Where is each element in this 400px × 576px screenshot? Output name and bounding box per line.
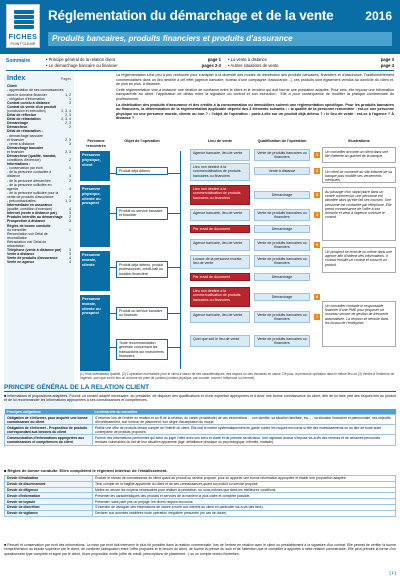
qualification-matrix	[80, 139, 396, 371]
index-pages: 1	[69, 227, 71, 232]
intro-paragraph: La distribution des produits d'assurance et des crédits à la consommation ou immobiliers suivent une réglementation spécifique. Pour les produits bancaires ou financiers, la détermination de la réglementation applicable dépend des 3 éléments suivants : • la qualité de la personne rencontrée : est-ce une personne physique ou une personne morale, cliente ou non ? • l'objet de l'opération : porte-t-elle sur un produit déjà détenu ? • le lieu de vente : est-ce à l'agence ? À distance ?	[116, 102, 394, 121]
index-term: Vente de produits d'assurance	[7, 256, 58, 261]
connector	[168, 313, 180, 314]
index-pages: 2, 3, 4	[61, 108, 71, 113]
index-term: Démarcheur (qualité, mandat,	[7, 153, 57, 158]
object-box: Toute recommandation générale concernant les transactions sur instruments financiers	[116, 339, 168, 360]
matrix-footnote: (1) Hors investisseur qualifié. (2) L'opération est réalisée pour le client à raison de ses caractéristiques, des risques ou des montants en cause. De plus, la personne opération dans le même lieu ou (3) Ventes à l'extérieur de l'agence, quel que soit le lieu où la forme de prise de contact (contact physique, par courrier, courriel, téléphone ou Internet).	[80, 372, 395, 380]
index-term: Produits interdits au démarchage	[7, 215, 63, 220]
connector	[110, 313, 116, 314]
step-number: 3	[315, 193, 319, 197]
fiches-logo	[6, 4, 40, 48]
index-term: et financier	[7, 149, 25, 154]
place-box: Par envoi de document	[190, 273, 250, 281]
table-row	[5, 510, 396, 516]
illustration-note: Un client se connecte au site internet de sa banque puis modifie ses versements mensuels.	[322, 167, 396, 183]
index-term: - appréciation de ses connaissances	[7, 88, 64, 93]
illustration-note: Au passage d'un stand placé dans un centre commercial, une personne est abordée alors qu'elle fait ses courses. Une personne est contactée par téléphone. Elle prend connaissance de l'offre à son domicile et vient à l'agence conclure le contrat.	[322, 187, 396, 241]
toc-page: pages 2-3	[201, 63, 221, 68]
index-pages: 2, 3, 4	[61, 117, 71, 122]
index-pages: 3	[69, 248, 71, 253]
index-pages: 1, 2	[65, 92, 71, 97]
row-text: S'informer lors de l'entrée en relation et au fil de la relation, du cahier (exactitude) de ces informations : - son identité, sa situation familiale, etc. ; - sa situation financière et patrimoniale, ses objectifs d'investissement, son horizon de placement, son degré d'acceptation du risque.	[93, 415, 396, 425]
object-box: Produit déjà détenu	[116, 167, 168, 175]
table-row	[5, 435, 396, 445]
row-label: Devoir d'évaluation	[5, 476, 93, 482]
index-pages: 2	[69, 178, 71, 183]
row-text: Fournir des informations pertinentes qui aient du juger l'offre avec son sens et clarté et de prendre sa décision. Une vigilance accrue s'impose vis-à-vis des mineurs et de certaines personnes rendues vulnérables du fait de leur situation apparente (âge, défaillance physique ou psychologique, infirmité, maladie).	[93, 435, 396, 445]
index-term: et financier	[7, 137, 25, 142]
row-label: Devoir de discernement	[5, 481, 93, 487]
row-text: Tenir compte de la fragilité apparente du client et de ses connaissances quant au produit ou service proposé.	[93, 481, 396, 487]
row-label: Devoir d'information	[5, 493, 93, 499]
index-pages: 2, 3	[65, 137, 71, 142]
place-box: Locaux de la personne morale, lieu de vente	[190, 255, 250, 269]
index-term: distance	[7, 174, 21, 179]
row-text: S'interdire de divulguer des informations de nature à nuire aux intérêts du client en particulier vis-à-vis des tiers).	[93, 504, 396, 510]
index-term: Démarchage bancaire	[7, 145, 44, 150]
person-box: Personne physique, cliente ou prospect	[80, 185, 110, 247]
person-box: Personne morale, cliente ou prospect	[80, 295, 110, 371]
year-label: 2016	[365, 9, 392, 23]
index-term: vente de produits d'assurance	[7, 194, 54, 199]
place-box: Agence bancaire, lieu de vente	[190, 209, 250, 221]
index-pages: 3	[69, 252, 71, 257]
table-row	[5, 415, 396, 425]
row-text: Évaluer le niveau de connaissance du client quant au produit ou service proposé, pour lui apporter une bonne information appropriée et établir une proposition adaptée.	[93, 476, 396, 482]
connector	[168, 213, 180, 214]
index-pages-label: Pages	[60, 77, 71, 81]
index-pages: 4	[69, 207, 71, 212]
toc-left	[46, 57, 221, 69]
index-term: Informations :	[7, 162, 31, 167]
index-pages: 1	[69, 166, 71, 171]
qualification-box: Vente à distance	[254, 167, 310, 175]
connector	[110, 267, 116, 268]
index-term: - de la personne contactée à	[7, 170, 52, 175]
row-text: Présenter, sans parti pris ou préjugé, les divers risques encourus.	[93, 499, 396, 505]
rules-table	[4, 475, 396, 517]
qualification-box: Démarchage	[254, 225, 310, 233]
table-header: Principes obligations	[5, 409, 93, 415]
qualification-box: Vente de produits bancaires ou financiers	[254, 149, 310, 161]
sommaire-heading: Sommaire	[6, 58, 31, 64]
index-pages: 2	[69, 125, 71, 130]
connector	[110, 213, 116, 214]
place-box: Lieu non destiné à la commercialisation de produits bancaires ou financiers	[190, 185, 250, 205]
object-box: Produit ou service bancaire ou financier	[116, 307, 168, 320]
recueil-text: ■ Recueil et conservation par écrit des informations. La mise par écrit doit intervenir le plus tôt possible dans la relation commerciale, lors de l'entrée en relation avec le client ou préalablement à la signature d'un contrat. Elle permet de vérifier la bonne compréhension du besoin supérieur par le client, de conforter l'adéquation entre l'offre proposée et le besoin du client, de fournir la preuve du soin et de l'attention que le conseiller a apportés à cette relation commerciale. Elle peut prendre la forme d'un questionnaire type complété et signé par le client, d'une proposition écrite (offre de crédit, prescriptions de placement...) ou un compte-rendu d'entretien.	[4, 543, 396, 556]
object-box: Produit déjà détenu, produit professionnel, crédit-bail ou location financière	[116, 261, 168, 278]
rules-heading: ■ Règles de bonne conduite. Elles complètent le régiment intérieur de l'établissement.	[4, 468, 168, 473]
section-intro: ■ Informations et propositions adaptées. Fournir un conseil adapté nécessaire, au préalable, de disposer des qualifications et d'une expertise appropriées et d'avoir une bonne connaissance du client, afin de lui faire part des risques liés au produit et de lui recommander les informations appropriées à ses connaissances et compétences.	[4, 394, 396, 403]
index-pages: 3	[69, 141, 71, 146]
illustration-note: Un prospect se rend de lui-même dans une agence afin d'obtenir des informations. Il conclut ensuite un contrat et souscrit un produit.	[322, 247, 396, 273]
row-label: Obligation de s'informer - Proposition de produits correspondant aux besoins du client	[5, 425, 93, 435]
place-box: Quel que soit le lieu de vente	[190, 335, 250, 347]
illustration-note: Un conseiller accorde un client dans une file d'attente au guichet de la banque.	[322, 147, 396, 163]
toc-label: • Principe général de la relation client	[46, 57, 115, 62]
index-term: Internet (vente à distance par)	[7, 211, 57, 216]
connector	[168, 267, 180, 268]
toc-page: page 4	[380, 63, 394, 68]
index-pages: 3	[69, 100, 71, 105]
index-term: Délai de rétractation :	[7, 129, 43, 134]
toc-label: • La vente à distance	[228, 57, 267, 62]
step-number: 6	[315, 295, 319, 299]
index-term: - de la personne sollicitée en	[7, 182, 52, 187]
person-box: Personne physique, client	[80, 151, 110, 181]
index-term: dans le domaine financier	[7, 92, 47, 97]
row-label: Devoir de discrétion	[5, 504, 93, 510]
index-term: - vente à distance	[7, 141, 35, 146]
index-pages: 4	[69, 256, 71, 261]
qualification-box: Vente de produits bancaires ou financiers	[254, 311, 310, 323]
index-term: - conservation par écrit	[7, 166, 43, 171]
row-label: Devoir de vigilance	[5, 510, 93, 516]
index-pages: 1, 3	[65, 199, 71, 204]
index-term: Renonciation voir Délai de	[7, 231, 48, 236]
place-box: Agence bancaire, lieu de vente	[190, 311, 250, 323]
step-number: 7	[315, 315, 319, 319]
index-term: Téléphone (vente à distance par)	[7, 248, 62, 253]
index-pages: 1	[69, 96, 71, 101]
divider	[6, 70, 394, 71]
index-pages: 4	[69, 260, 71, 265]
connector	[168, 173, 180, 174]
stack-icon	[14, 10, 34, 32]
toc-entry[interactable]	[228, 63, 394, 69]
intro-text	[116, 73, 394, 137]
index-term: Contrat de vente d'un produit	[7, 104, 56, 109]
index-pages: 4	[69, 194, 71, 199]
index-pages: 3	[69, 174, 71, 179]
index-term: rétractation	[7, 244, 25, 249]
row-text: Mettre en œuvre les moyens nécessaires pour réaliser la prestation, ou nous-mêmes que dans les meilleures conditions.	[93, 487, 396, 493]
index-term: Intermédiaire en assurance	[7, 203, 53, 208]
object-box: Produit ou service bancaire et financier	[116, 207, 168, 220]
index-pages: 2, 3	[65, 113, 71, 118]
table-header: La démarche du conseiller	[93, 409, 396, 415]
row-text: Déclarer aux autorités habilitées toute opération irrégulière présumée (en cas de doute).	[93, 510, 396, 516]
step-number: 1	[315, 153, 319, 157]
index-term: Délai de rétractation	[7, 117, 41, 122]
row-label: Devoir de diligence	[5, 487, 93, 493]
qualification-box: Démarchage	[254, 191, 310, 199]
col-personne: Personne rencontrée	[86, 139, 106, 148]
col-illustrations: Illustrations	[348, 139, 370, 143]
section-title: PRINCIPE GÉNÉRAL DE LA RELATION CLIENT	[4, 384, 396, 392]
index-term: Délai de réflexion	[7, 113, 36, 118]
connector	[168, 347, 180, 348]
toc-right	[228, 57, 394, 69]
index-pages: 2, 3	[65, 149, 71, 154]
row-label: Obligation de s'informer, pour acquérir une bonne connaissance du client	[5, 415, 93, 425]
place-box: Lieu non destiné à la commercialisation de produits bancaires ou financiers	[190, 287, 250, 307]
index-term: Vente en agence	[7, 260, 35, 265]
place-box: Agence bancaire, lieu de vente	[190, 149, 250, 161]
index-term: Rétractation voir Délai de	[7, 239, 47, 244]
index-term: Client	[7, 84, 17, 89]
logo-word: FICHES	[8, 34, 38, 41]
qualification-box: Démarchage	[254, 273, 310, 281]
index-term: réconciliation	[7, 235, 28, 240]
illustration-note: Un conseiller contacte le responsable financier d'une PME pour proposer un nouveau service de gestion de trésorerie automatisée. La réunion se déroule dans les locaux de l'entreprise.	[322, 301, 396, 347]
place-box: Agence bancaire, lieu de vente	[190, 239, 250, 251]
qualification-box: Vente de produits bancaires ou financiers	[254, 239, 310, 251]
index-pages: 2, 3	[65, 121, 71, 126]
index-term: (conclusion et exécution)	[7, 108, 46, 113]
page-number: [ 1 ]	[389, 570, 396, 575]
intro-paragraph: La réglementation s'est peu à peu renforcée pour s'adapter à la diversité des modes de distribution des produits bancaires, financiers et d'assurance. Traditionnellement commercialisés dans un lieu destiné à cet effet (agence bancaire, bureau d'une compagnie d'assurance...), ces produits sont également vendus au domicile du client et, de plus en plus, à distance.	[116, 73, 394, 87]
index-term: - obligation d'information	[7, 96, 46, 101]
place-box: Lieu non destiné à la commercialisation de produits bancaires ou financiers	[190, 163, 250, 181]
row-label: Devoir de loyauté	[5, 499, 93, 505]
toc-label: • Autres situations de vente	[228, 63, 279, 68]
logo-sub: POINT CLEAIR	[10, 42, 36, 46]
page-subtitle: Produits bancaires, produits financiers et produits d'assurance	[48, 32, 392, 46]
person-box: Personne morale, cliente	[80, 251, 110, 291]
index-list	[7, 84, 71, 264]
step-number: 5	[315, 243, 319, 247]
index-term: conditions d'exercice)	[7, 158, 41, 163]
row-label: Communication d'informations appropriées aux connaissances et compétences du client	[5, 435, 93, 445]
index-term: Contrat conclu à distance	[7, 100, 50, 105]
obligations-table	[4, 409, 396, 446]
page-title: Réglementation du démarchage et de la vente	[48, 8, 334, 23]
connector	[180, 151, 181, 369]
qualification-box: Vente de produits bancaires ou financiers	[254, 255, 310, 267]
index-term: - démarchage bancaire	[7, 133, 43, 138]
toc-page: page 1	[207, 57, 221, 62]
col-qualification: Qualification de l'opération	[257, 139, 307, 143]
index-term: - de la personne sollicitée pour la	[7, 190, 59, 195]
index-pages: 4	[69, 186, 71, 191]
index-title: Index	[7, 75, 26, 82]
index-term: - précontractuelles	[7, 199, 36, 204]
row-text: Présenter les caractéristiques des produits et services de la manière la plus claire et complète possible.	[93, 493, 396, 499]
intro-paragraph: Cette réglementation vise à instaurer une relation de confiance entre le client et le vendeur qui doit fournir une prestation adaptée. Pour cela, elle impose une information transparente au client, l'application de délais entre la signature du contrat et son exécution... Elle a pour conséquence de modifier la pratique commerciale du professionnel.	[116, 87, 394, 101]
step-number: 4	[315, 213, 319, 217]
connector	[110, 173, 116, 174]
table-row	[5, 425, 396, 435]
place-box: Par envoi de document	[190, 225, 250, 233]
index-term: - de la personne démarchée	[7, 178, 51, 183]
col-objet: Objet de l'opération	[124, 139, 160, 143]
index-pages: 2	[69, 158, 71, 163]
index-term: (qualité, condition d'exercice)	[7, 207, 53, 212]
index-term: agence	[7, 186, 19, 191]
index-term: Démarcheur	[7, 125, 28, 130]
toc-entry[interactable]	[46, 63, 221, 69]
toc-label: • Le démarchage bancaire ou financier	[46, 63, 118, 68]
index-pages: 3	[69, 219, 71, 224]
qualification-box: Vente de produits bancaires ou financiers	[254, 209, 310, 221]
step-number: 2	[315, 169, 319, 173]
index-term: Règles de bonne conduite	[7, 223, 51, 228]
row-text: Établir une offre de produits tenant compte de l'intérêt du client. Elle doit le mettre systématiquement en garde contre les risques encourus si elle des investissements ou au titre de toute autre contrepartie de produits proposés.	[93, 425, 396, 435]
index-entry	[7, 260, 71, 264]
connector	[110, 347, 116, 348]
index-pages: 3	[69, 211, 71, 216]
header-banner	[0, 0, 400, 54]
col-lieu: Lieu de vente	[207, 139, 233, 143]
index-term: du conseiller	[7, 227, 27, 232]
index-term: Démarchage	[7, 121, 29, 126]
index-term: Vente à distance	[7, 252, 35, 257]
qualification-box: Vente de produits bancaires ou financiers	[254, 335, 310, 347]
index-pages: 2	[69, 215, 71, 220]
index-term: Prospection à distance	[7, 219, 46, 224]
toc-page: page 3	[380, 57, 394, 62]
qualification-box: Démarchage	[254, 293, 310, 301]
